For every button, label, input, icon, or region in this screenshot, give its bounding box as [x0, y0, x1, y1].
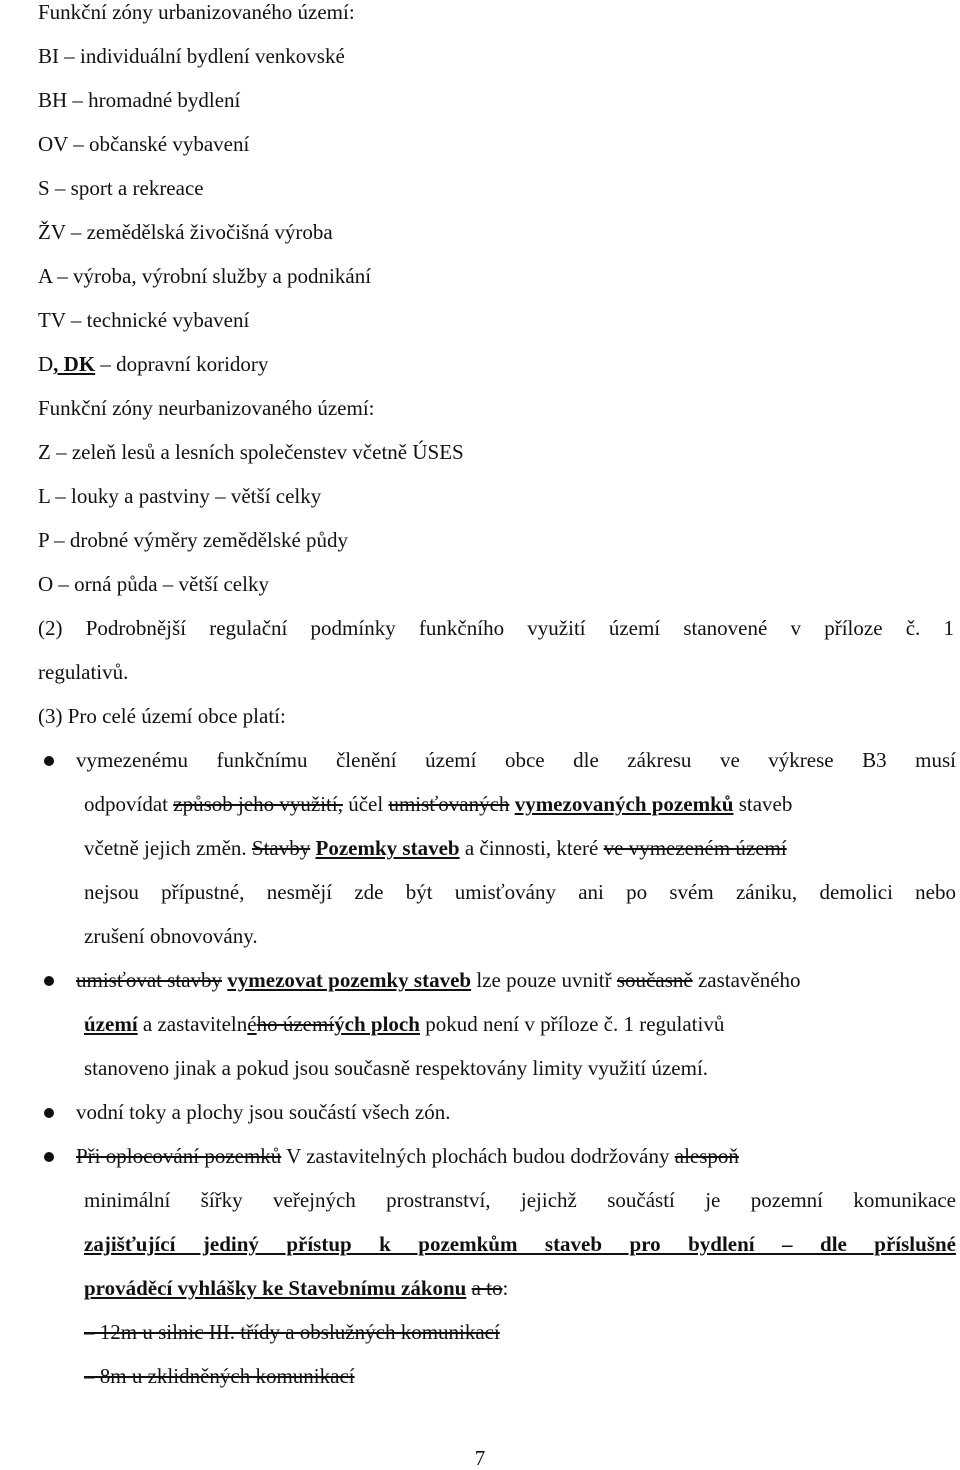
inserted-text: Pozemky staveb	[315, 836, 460, 860]
bullet-2-line-3: stanoveno jinak a pokud jsou současně respektovány limity využití území.	[84, 1056, 709, 1080]
deleted-text: umisťovaných	[388, 792, 510, 816]
bullet-icon	[44, 1108, 54, 1118]
deleted-text: Stavby	[251, 836, 311, 860]
bullet-2-line-1	[76, 968, 956, 992]
bullet-3-line-1: vodní toky a plochy jsou součástí všech zón.	[76, 1100, 451, 1124]
text-run: staveb	[733, 792, 793, 816]
deleted-text: a to	[471, 1276, 503, 1300]
bullet-icon	[44, 1152, 54, 1162]
bullet-4-sub-item-1: – 12m u silnic III. třídy a obslužných komunikací	[84, 1320, 500, 1344]
bullet-4-line-2: minimální šířky veřejných prostranství, jejichž součástí je pozemní komunikace	[84, 1188, 956, 1212]
inserted-text: vymezovat pozemky staveb	[227, 968, 472, 992]
deleted-text: Při oplocování pozemků	[76, 1144, 282, 1168]
deleted-text: ve vymezeném území	[603, 836, 787, 860]
zone-item-a: A – výroba, výrobní služby a podnikání	[38, 264, 372, 288]
zone-item-bh: BH – hromadné bydlení	[38, 88, 241, 112]
paragraph-2-line-2: regulativů.	[38, 660, 129, 684]
urban-zones-heading: Funkční zóny urbanizovaného území:	[38, 0, 355, 24]
text-run: V zastavitelných plochách budou dodržovány	[281, 1144, 675, 1168]
deleted-text: způsob jeho využití,	[173, 792, 343, 816]
bullet-4-line-3: zajišťující jediný přístup k pozemkům staveb pro bydlení – dle příslušné	[84, 1232, 956, 1256]
bullet-1-line-5: zrušení obnovovány.	[84, 924, 258, 948]
zone-code-d: D	[38, 352, 54, 376]
text-run: účel	[342, 792, 389, 816]
bullet-4-sub-item-2: – 8m u zklidněných komunikací	[84, 1364, 355, 1388]
text-run: lze pouze uvnitř	[471, 968, 617, 992]
zone-item-l: L – louky a pastviny – větší celky	[38, 484, 322, 508]
text-run: odpovídat	[84, 792, 174, 816]
zone-item-tv: TV – technické vybavení	[38, 308, 250, 332]
bullet-1-line-2	[84, 792, 956, 816]
paragraph-3-intro: (3) Pro celé území obce platí:	[38, 704, 286, 728]
bullet-1-line-1: vymezenému funkčnímu členění území obce dle zákresu ve výkrese B3 musí	[76, 748, 956, 772]
text-run: pokud není v příloze č. 1 regulativů	[419, 1012, 725, 1036]
page-number: 7	[474, 1446, 486, 1470]
bullet-1-line-3	[84, 836, 956, 860]
deleted-text: alespoň	[674, 1144, 739, 1168]
bullet-icon	[44, 756, 54, 766]
zone-item-o: O – orná půda – větší celky	[38, 572, 269, 596]
deleted-text: umisťovat stavby	[76, 968, 223, 992]
zone-item-d-dk	[38, 352, 268, 376]
zone-item-z: Z – zeleň lesů a lesních společenstev včetně ÚSES	[38, 440, 464, 464]
underlined-text: é	[247, 1012, 257, 1036]
text-run: včetně jejich změn.	[84, 836, 252, 860]
inserted-text: ých ploch	[334, 1012, 420, 1036]
paragraph-2-line-1: (2) Podrobnější regulační podmínky funkčního využití území stanovené v příloze č. 1	[38, 616, 954, 640]
zone-item-bi: BI – individuální bydlení venkovské	[38, 44, 345, 68]
bullet-1-line-4: nejsou přípustné, nesmějí zde být umisťovány ani po svém zániku, demolici nebo	[84, 880, 956, 904]
inserted-text: vymezovaných pozemků	[514, 792, 734, 816]
inserted-text: území	[84, 1012, 138, 1036]
deleted-text: současně	[616, 968, 693, 992]
zone-item-d-text: – dopravní koridory	[95, 352, 269, 376]
text-run: zastavěného	[692, 968, 801, 992]
zone-item-s: S – sport a rekreace	[38, 176, 204, 200]
zone-item-ov: OV – občanské vybavení	[38, 132, 250, 156]
bullet-icon	[44, 976, 54, 986]
zone-item-zv: ŽV – zemědělská živočišná výroba	[38, 220, 333, 244]
zone-item-p: P – drobné výměry zemědělské půdy	[38, 528, 349, 552]
bullet-4-line-4	[84, 1276, 956, 1300]
deleted-text: ho území	[256, 1012, 335, 1036]
text-run: a zastaviteln	[137, 1012, 248, 1036]
text-run: :	[502, 1276, 509, 1300]
text-run: a činnosti, které	[459, 836, 604, 860]
inserted-code-dk: , DK	[53, 352, 96, 376]
bullet-2-line-2	[84, 1012, 956, 1036]
nonurban-zones-heading: Funkční zóny neurbanizovaného území:	[38, 396, 375, 420]
inserted-text: prováděcí vyhlášky ke Stavebnímu zákonu	[84, 1276, 467, 1300]
bullet-4-line-1	[76, 1144, 956, 1168]
